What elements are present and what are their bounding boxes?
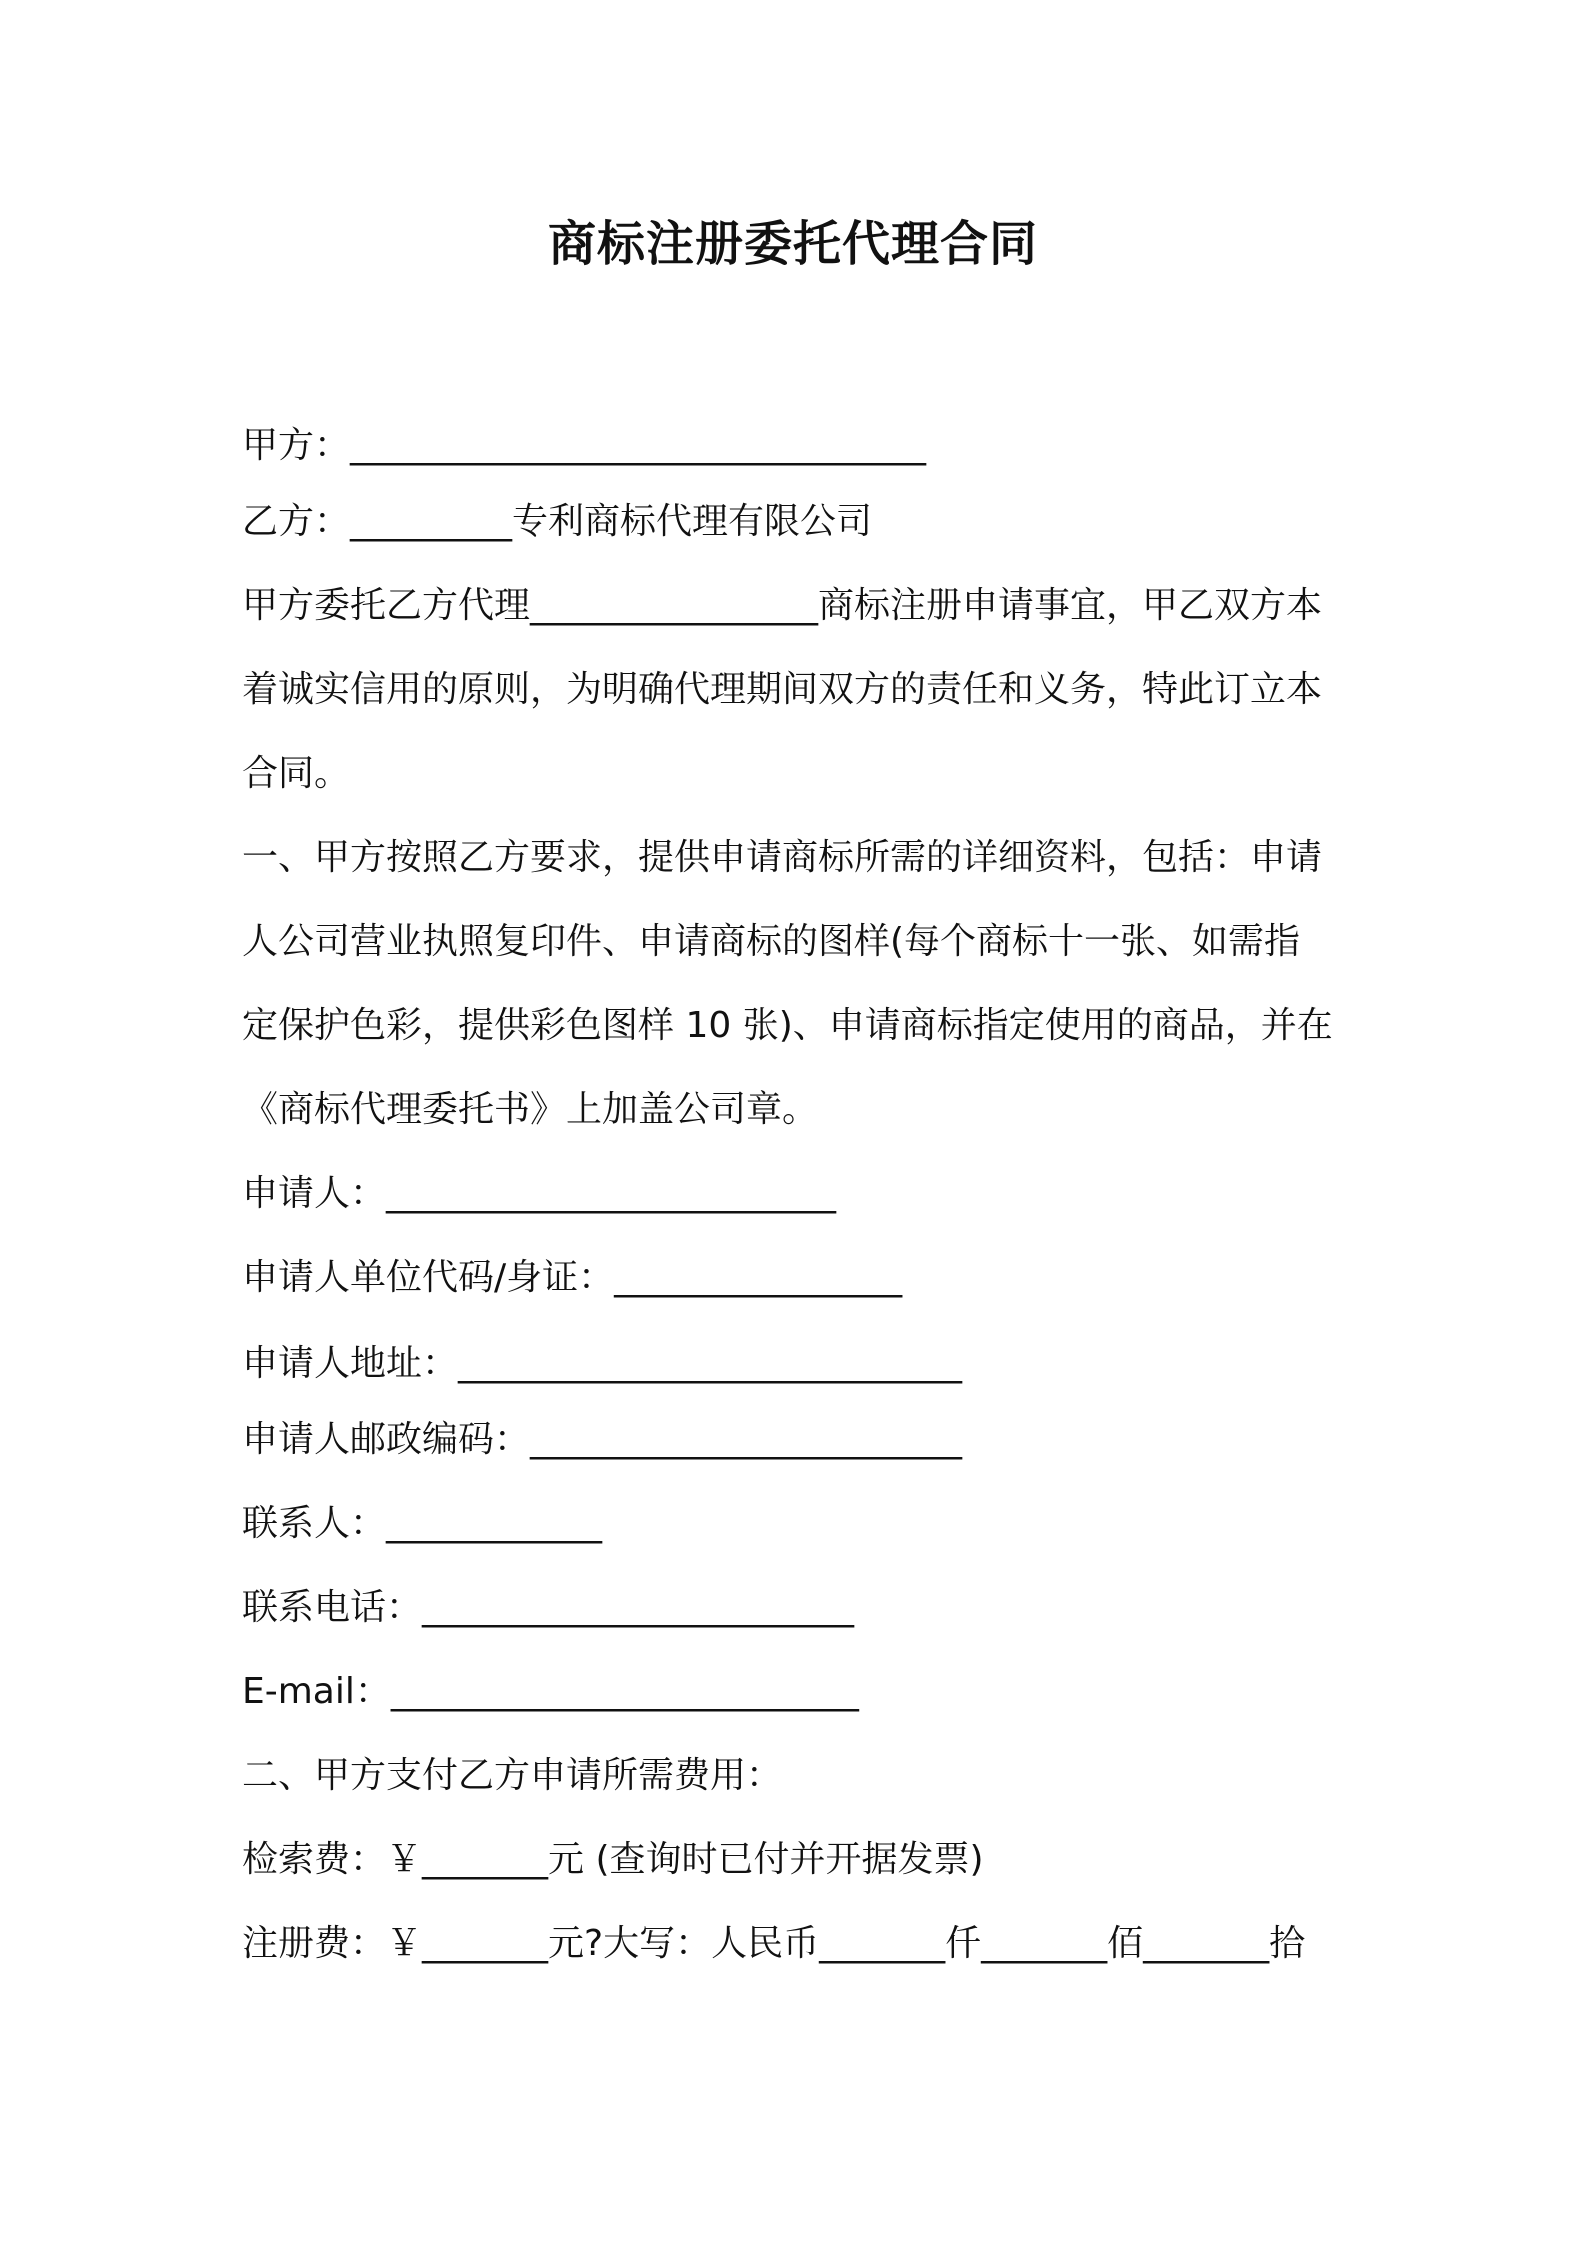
applicant-code-line: 申请人单位代码/身证：________________	[242, 1257, 903, 1298]
intro-line-3: 合同。	[242, 753, 351, 794]
clause-1-line-2: 人公司营业执照复印件、申请商标的图样(每个商标十一张、如需指	[242, 921, 1301, 962]
email-line: E-mail：__________________________	[242, 1671, 859, 1712]
applicant-postcode-line: 申请人邮政编码：________________________	[242, 1419, 963, 1460]
intro-line-1: 甲方委托乙方代理________________商标注册申请事宜，甲乙双方本	[242, 585, 1323, 626]
applicant-address-line: 申请人地址：____________________________	[242, 1343, 963, 1384]
registration-fee-line: 注册费：￥_______元?大写：人民币_______仟_______佰_______拾	[242, 1923, 1306, 1964]
clause-1-line-1: 一、甲方按照乙方要求，提供申请商标所需的详细资料，包括：申请	[242, 837, 1323, 878]
document-title: 商标注册委托代理合同	[547, 216, 1038, 272]
clause-1-line-3: 定保护色彩，提供彩色图样 10 张)、申请商标指定使用的商品，并在	[242, 1005, 1333, 1046]
search-fee-line: 检索费：￥_______元 (查询时已付并开据发票)	[242, 1839, 984, 1880]
intro-line-2: 着诚实信用的原则，为明确代理期间双方的责任和义务，特此订立本	[242, 669, 1323, 710]
contact-person-line: 联系人：____________	[242, 1503, 603, 1544]
applicant-line: 申请人：_________________________	[242, 1173, 837, 1214]
contact-phone-line: 联系电话：________________________	[242, 1587, 855, 1628]
party-b-line: 乙方：_________专利商标代理有限公司	[242, 501, 873, 542]
party-a-line: 甲方：________________________________	[242, 425, 927, 466]
clause-1-line-4: 《商标代理委托书》上加盖公司章。	[242, 1089, 819, 1130]
clause-2-line: 二、甲方支付乙方申请所需费用：	[242, 1755, 783, 1796]
